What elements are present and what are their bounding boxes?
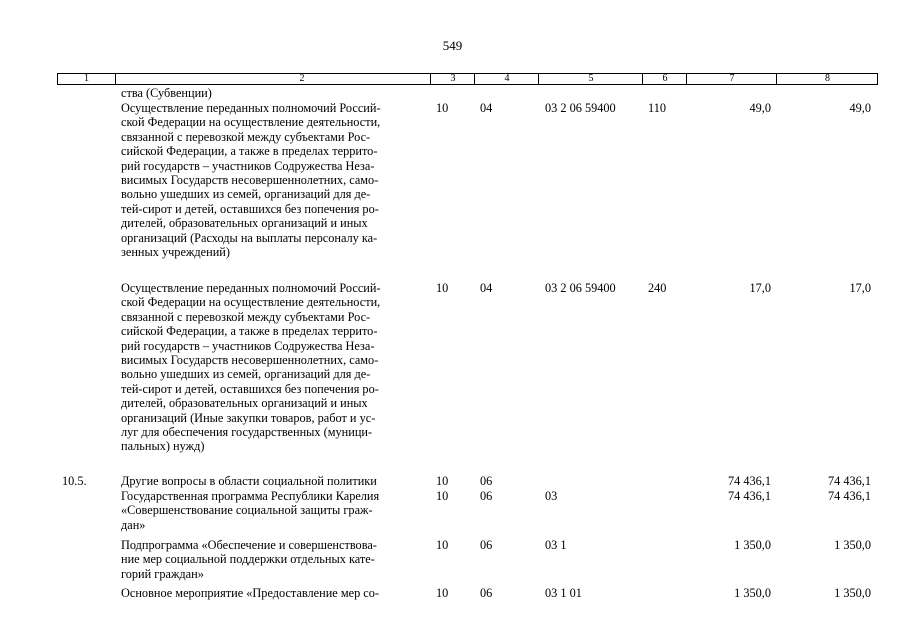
row-section: 10 [436, 489, 449, 503]
row-description: Основное мероприятие «Предоставление мер со- [121, 586, 379, 600]
row-amount-1: 1 350,0 [734, 586, 771, 600]
row-section: 10 [436, 474, 449, 488]
header-col-8: 8 [776, 74, 878, 84]
row-target-code: 03 2 06 59400 [545, 281, 616, 295]
row-description: Подпрограмма «Обеспечение и совершенствова- ние мер социальной поддержки отдельных кате- горий граждан» [121, 538, 377, 581]
row-section: 10 [436, 538, 449, 552]
row-target-code: 03 1 01 [545, 586, 582, 600]
table-header [57, 73, 878, 85]
row-description: Государственная программа Республики Карелия «Совершенствование социальной защиты граж- дан» [121, 489, 380, 532]
row-subsection: 06 [480, 586, 493, 600]
row-target-code: 03 1 [545, 538, 567, 552]
row-expense-type: 240 [648, 281, 667, 295]
row-amount-2: 74 436,1 [827, 474, 871, 488]
header-col-1: 1 [84, 73, 89, 84]
row-section: 10 [436, 101, 449, 115]
header-col-3: 3 [430, 74, 475, 84]
page-number: 549 [442, 38, 463, 53]
row-description: Осуществление переданных полномочий Россий- ской Федерации на осуществление деятельности, связанной с перевозкой между субъектами Рос- сийской Федерации, а также в пределах террито- рий государств – участников Содружества Неза- висимых Государств несовершеннолетних, само- вольно ушедших из семей, организаций для де- тей-сирот и детей, оставшихся без попечения ро- дителей, образовательных организаций и иных организаций (Иные закупки товаров, работ и ус- луг для обеспечения государственных (муници- пальных) нужд) [121, 281, 381, 454]
row-amount-1: 49,0 [749, 101, 771, 115]
row-subsection: 04 [480, 101, 493, 115]
row-amount-1: 74 436,1 [727, 474, 771, 488]
header-col-2: 2 [115, 74, 488, 84]
row-amount-1: 1 350,0 [734, 538, 771, 552]
header-col-5: 5 [538, 74, 643, 84]
row-section: 10 [436, 586, 449, 600]
row-amount-2: 74 436,1 [827, 489, 871, 503]
header-col-7: 7 [686, 74, 777, 84]
header-col-4: 4 [474, 74, 539, 84]
row-expense-type: 110 [648, 101, 666, 115]
row-subsection: 04 [480, 281, 493, 295]
row-target-code: 03 [545, 489, 558, 503]
row-subsection: 06 [480, 538, 493, 552]
row-amount-2: 17,0 [849, 281, 871, 295]
row-description: Другие вопросы в области социальной политики [121, 474, 377, 488]
row-amount-1: 74 436,1 [727, 489, 771, 503]
row-amount-2: 1 350,0 [834, 586, 871, 600]
row-amount-2: 1 350,0 [834, 538, 871, 552]
row-number: 10.5. [62, 474, 87, 488]
row-description: ства (Субвенции) [121, 86, 212, 100]
row-description: Осуществление переданных полномочий Россий- ской Федерации на осуществление деятельности, связанной с перевозкой между субъектами Рос- сийской Федерации, а также в пределах террито- рий государств – участников Содружества Неза- висимых Государств несовершеннолетних, само- вольно ушедших из семей, организаций для де- тей-сирот и детей, оставшихся без попечения ро- дителей, образовательных организаций и иных организаций (Расходы на выплаты персоналу ка- зенных учреждений) [121, 101, 381, 260]
row-subsection: 06 [480, 489, 493, 503]
header-col-6: 6 [642, 74, 687, 84]
row-amount-1: 17,0 [749, 281, 771, 295]
row-target-code: 03 2 06 59400 [545, 101, 616, 115]
row-subsection: 06 [480, 474, 493, 488]
row-amount-2: 49,0 [849, 101, 871, 115]
row-section: 10 [436, 281, 449, 295]
